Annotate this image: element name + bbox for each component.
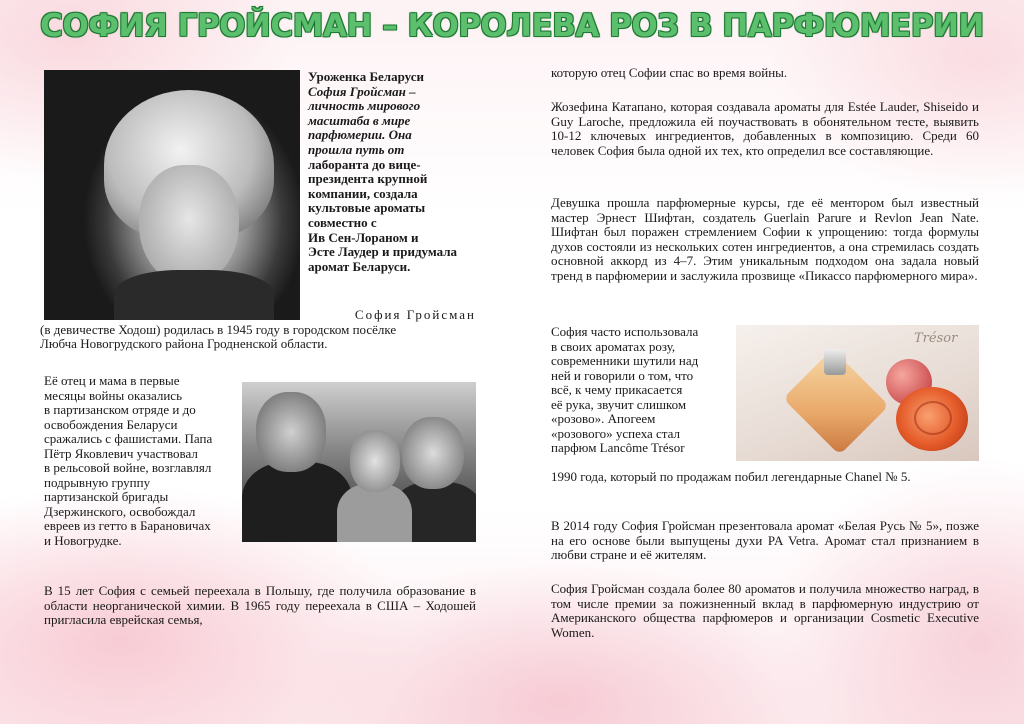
family-photo [242,382,476,542]
intro-text: Уроженка Беларуси София Гройсман – личность мирового масштаба в мире парфюмерии. Она прошла путь от лаборанта до вице- президента крупной компании, создала культовые ароматы совместно с Ив Сен-Лораном и Эсте Лаудер и придумала аромат Беларуси. [308,69,458,274]
catapano-paragraph: Жозефина Катапано, которая создавала ароматы для Estée Lauder, Shiseido и Guy Laroche, предложила ей поучаствовать в обонятельном тесте, выявить 10-12 ключевых ингредиентов, добавленных в композицию. Среди 60 человек София была одной их тех, кто определил все составляющие. [551,99,979,158]
page-title: СОФИЯ ГРОЙСМАН – КОРОЛЕВА РОЗ В ПАРФЮМЕРИИ [40,8,984,44]
poland-paragraph: В 15 лет София с семьей переехала в Польшу, где получила образование в области неорганической химии. В 1965 году переехала в США – Ходошей пригласила еврейская семья, [44,583,476,627]
rose-paragraph: София часто использовала в своих ароматах розу, современники шутили над ней и говорили о том, что всё, к чему прикасается её рука, звучит слишком «розово». Апогеем «розового» успеха стал парфюм Lancôme Trésor [551,324,699,455]
portrait-photo [44,70,300,320]
tresor-logo: Trésor [914,331,958,346]
rose-tail-text: 1990 года, который по продажам побил легендарные Chanel № 5. [551,469,911,484]
continuation-text: которую отец Софии спас во время войны. [551,65,788,80]
awards-paragraph: София Гройсман создала более 80 ароматов и получила множество наград, в том числе премии за пожизненный вклад в парфюмерную индустрию от Американского общества парфюмеров и организации Cosmetic Executive Women. [551,581,979,640]
war-paragraph: Её отец и мама в первые месяцы войны оказались в партизанском отряде и до освобождения Беларуси сражались с фашистами. Папа Пётр Яковлевич участвовал в рельсовой войне, возглавлял подрывную группу партизанской бригады Дзержинского, освобождал евреев из гетто в Барановичах и Новогрудке. [44,373,213,548]
courses-paragraph: Девушка прошла парфюмерные курсы, где её ментором был известный мастер Эрнест Шифтан, создатель Guerlain Parure и Revlon Jean Nate. Шифтан был поражен стремлением Софии к упрощению: тогда формулы духов состояли из нескольких сотен ингредиентов, а она стремилась создать основной аккорд из 4–7. Этим уникальным подходом она задала новый тренд в парфюмерии и заслужила прозвище «Пикассо парфюмерного мира». [551,195,979,283]
tresor-perfume-photo [736,325,979,461]
belarus-paragraph: В 2014 году София Гройсман презентовала аромат «Белая Русь № 5», позже на его основе были выпущены духи PA Vetra. Аромат стал признанием в любви стране и её жителям. [551,518,979,562]
birth-paragraph: София Гройсман (в девичестве Ходош) родилась в 1945 году в городском посёлке Любча Новогрудского района Гродненской области. [40,307,476,351]
